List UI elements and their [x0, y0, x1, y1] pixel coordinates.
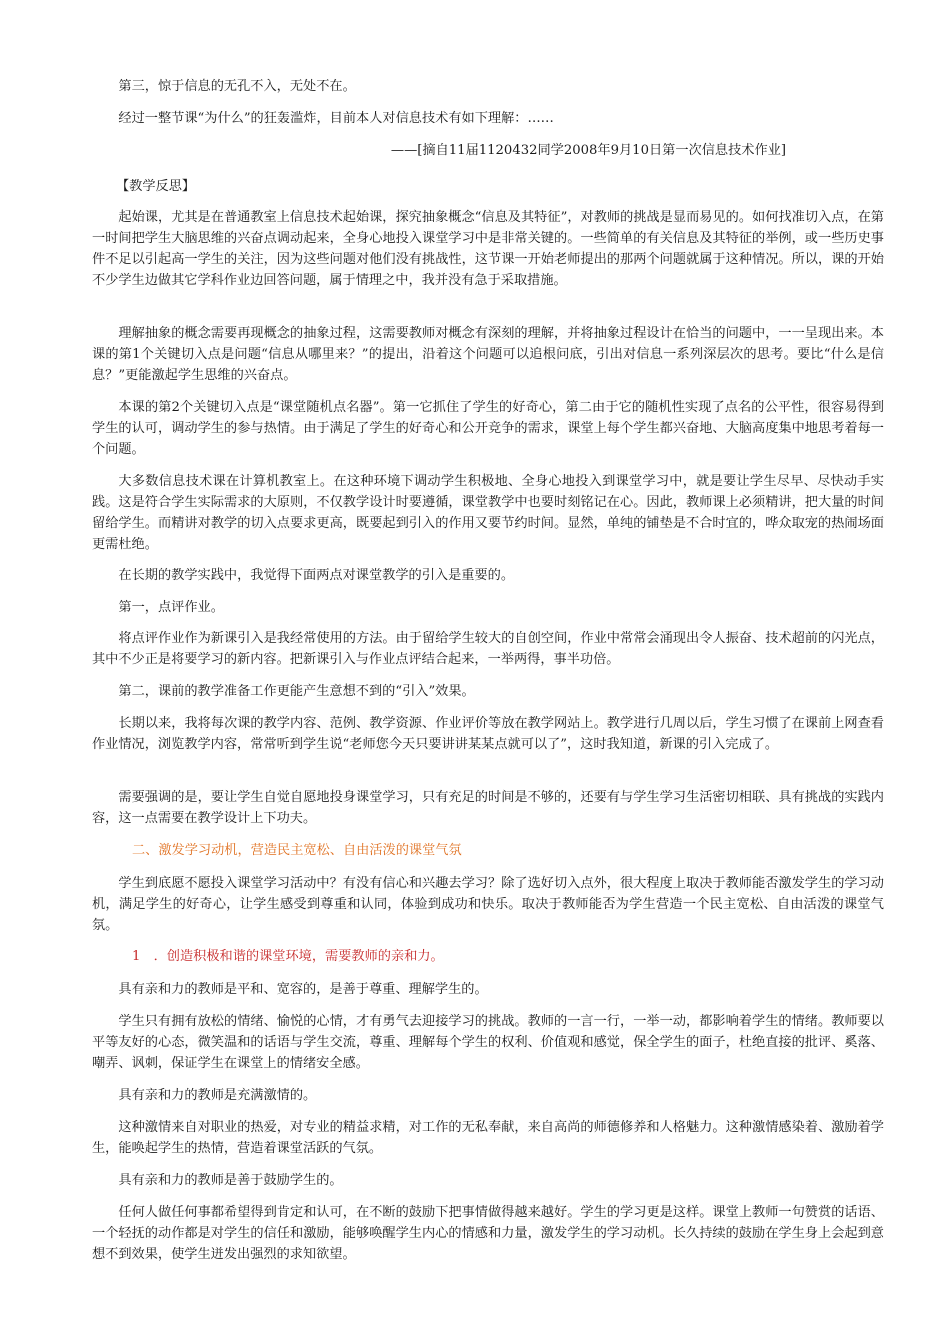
paragraph-reflection-1: 起始课，尤其是在普通教室上信息技术起始课，探究抽象概念“信息及其特征”，对教师的挑战是显而易见的。如何找准切入点，在第一时间把学生大脑思维的兴奋点调动起来，全身心地投入课堂学习中是非常关键的。一些简单的有关信息及其特征的举例，或一些历史事件不足以引起高一学生的关注，因为这些问题对他们没有挑战性，这节课一开始老师提出的那两个问题就属于这种情况。所以，课的开始不少学生边做其它学科作业边回答问题，属于情理之中，我并没有急于采取措施。 [92, 210, 884, 288]
paragraph-homework-review: 将点评作业作为新课引入是我经常使用的方法。由于留给学生较大的自创空间，作业中常常会涌现出令人振奋、技术超前的闪光点，其中不少正是将要学习的新内容。把新课引入与作业点评结合起来，一举两得，事半功倍。 [92, 631, 884, 667]
sub-heading-1: 1 ．创造积极和谐的课堂环境，需要教师的亲和力。 [132, 949, 444, 964]
reflection-label: 【教学反思】 [116, 179, 196, 194]
paragraph-emphasis: 需要强调的是，要让学生自觉自愿地投身课堂学习，只有充足的时间是不够的，还要有与学生学习生活密切相联、具有挑战的实践内容，这一点需要在教学设计上下功夫。 [92, 790, 884, 826]
paragraph-third-point: 第三，惊于信息的无孔不入，无处不在。 [118, 79, 356, 94]
paragraph-affinity-3: 具有亲和力的教师是善于鼓励学生的。 [118, 1173, 343, 1188]
section-heading-2: 二、激发学习动机，营造民主宽松、自由活泼的课堂气氛 [132, 843, 462, 858]
paragraph-understanding: 经过一整节课“为什么”的狂轰滥炸，目前本人对信息技术有如下理解：…… [118, 111, 554, 126]
paragraph-affinity-2: 具有亲和力的教师是充满激情的。 [118, 1088, 317, 1103]
paragraph-emotion: 学生只有拥有放松的情绪、愉悦的心情，才有勇气去迎接学习的挑战。教师的一言一行，一举一动，都影响着学生的情绪。教师要以平等友好的心态，微笑温和的话语与学生交流，尊重、理解每个学生的权利、价值观和感觉，保全学生的面子，杜绝直接的批评、奚落、嘲弄、讽刺，保证学生在课堂上的情绪安全感。 [92, 1014, 884, 1071]
paragraph-website: 长期以来，我将每次课的教学内容、范例、教学资源、作业评价等放在教学网站上。教学进行几周以后，学生习惯了在课前上网查看作业情况，浏览教学内容，常常听到学生说“老师您今天只要讲讲某某点就可以了”，这时我知道，新课的引入完成了。 [92, 716, 884, 752]
paragraph-two-points: 在长期的教学实践中，我觉得下面两点对课堂教学的引入是重要的。 [118, 568, 515, 583]
paragraph-passion: 这种激情来自对职业的热爱，对专业的精益求精，对工作的无私奉献，来自高尚的师德修养和人格魅力。这种激情感染着、激励着学生，能唤起学生的热情，营造着课堂活跃的气氛。 [92, 1120, 884, 1156]
paragraph-first-point: 第一，点评作业。 [118, 600, 224, 615]
paragraph-motivation: 学生到底愿不愿投入课堂学习活动中？有没有信心和兴趣去学习？除了选好切入点外，很大程度上取决于教师能否激发学生的学习动机，满足学生的好奇心，让学生感受到尊重和认同，体验到成功和快乐。取决于教师能否为学生营造一个民主宽松、自由活泼的课堂气氛。 [92, 876, 884, 933]
citation-line: ——[摘自11届1120432同学2008年9月10日第一次信息技术作业] [390, 143, 786, 158]
paragraph-encouragement: 任何人做任何事都希望得到肯定和认可，在不断的鼓励下把事情做得越来越好。学生的学习更是这样。课堂上教师一句赞赏的话语、一个轻抚的动作都是对学生的信任和激励，能够唤醒学生内心的情感和力量，激发学生的学习动机。长久持续的鼓励在学生身上会起到意想不到效果，使学生迸发出强烈的求知欲望。 [92, 1205, 884, 1262]
paragraph-affinity-1: 具有亲和力的教师是平和、宽容的，是善于尊重、理解学生的。 [118, 982, 488, 997]
paragraph-reflection-4: 大多数信息技术课在计算机教室上。在这种环境下调动学生积极地、全身心地投入到课堂学习中，就是要让学生尽早、尽快动手实践。这是符合学生实际需求的大原则，不仅教学设计时要遵循，课堂教学中也要时刻铭记在心。因此，教师课上必须精讲，把大量的时间留给学生。而精讲对教学的切入点要求更高，既要起到引入的作用又要节约时间。显然，单纯的铺垫是不合时宜的，哗众取宠的热闹场面更需杜绝。 [92, 474, 884, 552]
paragraph-second-point: 第二，课前的教学准备工作更能产生意想不到的“引入”效果。 [118, 684, 475, 699]
paragraph-reflection-2: 理解抽象的概念需要再现概念的抽象过程，这需要教师对概念有深刻的理解，并将抽象过程设计在恰当的问题中，一一呈现出来。本课的第1个关键切入点是问题“信息从哪里来？”的提出，沿着这个问题可以追根问底，引出对信息一系列深层次的思考。要比“什么是信息？”更能激起学生思维的兴奋点。 [92, 326, 884, 383]
paragraph-reflection-3: 本课的第2个关键切入点是“课堂随机点名器”。第一它抓住了学生的好奇心，第二由于它的随机性实现了点名的公平性，很容易得到学生的认可，调动学生的参与热情。由于满足了学生的好奇心和公开竞争的需求，课堂上每个学生都兴奋地、大脑高度集中地思考着每一个问题。 [92, 400, 884, 457]
